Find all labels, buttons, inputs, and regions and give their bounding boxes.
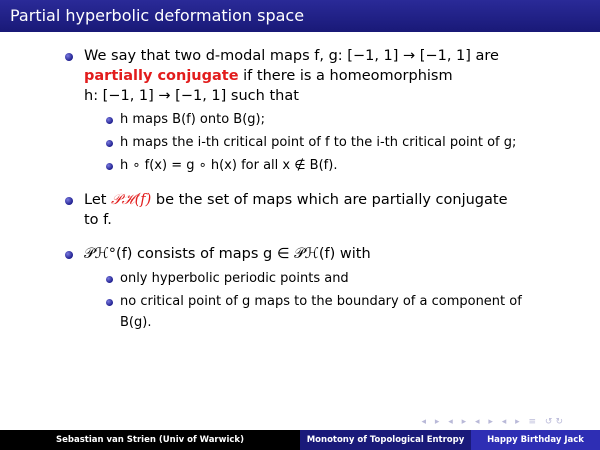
bullet-icon [65, 197, 73, 205]
bullet-icon [65, 53, 73, 61]
sub-bullet-icon [106, 117, 113, 124]
sub-item-continued: B(g). [120, 315, 152, 330]
bullet-icon [65, 251, 73, 259]
let-post: be the set of maps which are partially conjugate [151, 192, 508, 208]
definition-line-2-rest: if there is a homeomorphism [238, 68, 453, 84]
let-line-2: to f. [84, 212, 112, 228]
sub-bullet-icon [106, 163, 113, 170]
slide-title: Partial hyperbolic deformation space [0, 0, 600, 32]
navigation-controls[interactable]: ◂ ▸ ◂ ▸ ◂ ▸ ◂ ▸ ≡ ↺↻ [421, 417, 566, 427]
footer-occasion: Happy Birthday Jack [471, 430, 600, 450]
sub-item: h ∘ f(x) = g ∘ h(x) for all x ∉ B(f). [120, 158, 338, 173]
ph-symbol: 𝒫ℋ(f) [111, 192, 152, 208]
sub-item: h maps the i-th critical point of f to the i-th critical point of g; [120, 135, 517, 150]
sub-item: h maps B(f) onto B(g); [120, 112, 265, 127]
footer-talk-title: Monotony of Topological Entropy [300, 430, 471, 450]
footer-author: Sebastian van Strien (Univ of Warwick) [0, 430, 300, 450]
let-line-1 [84, 190, 508, 210]
definition-line-3: h: [−1, 1] → [−1, 1] such that [84, 88, 299, 104]
sub-item: no critical point of g maps to the boundary of a component of [120, 294, 522, 309]
let-pre: Let [84, 192, 112, 208]
sub-bullet-icon [106, 276, 113, 283]
footer-bar [0, 430, 600, 450]
sub-bullet-icon [106, 299, 113, 306]
definition-line-2 [84, 66, 453, 86]
highlight-term: partially conjugate [84, 68, 239, 84]
sub-bullet-icon [106, 140, 113, 147]
consists-line: 𝒫ℋ°(f) consists of maps g ∈ 𝒫ℋ(f) with [84, 246, 371, 262]
definition-line-1: We say that two d-modal maps f, g: [−1, 1] → [−1, 1] are [84, 48, 499, 64]
sub-item: only hyperbolic periodic points and [120, 271, 349, 286]
